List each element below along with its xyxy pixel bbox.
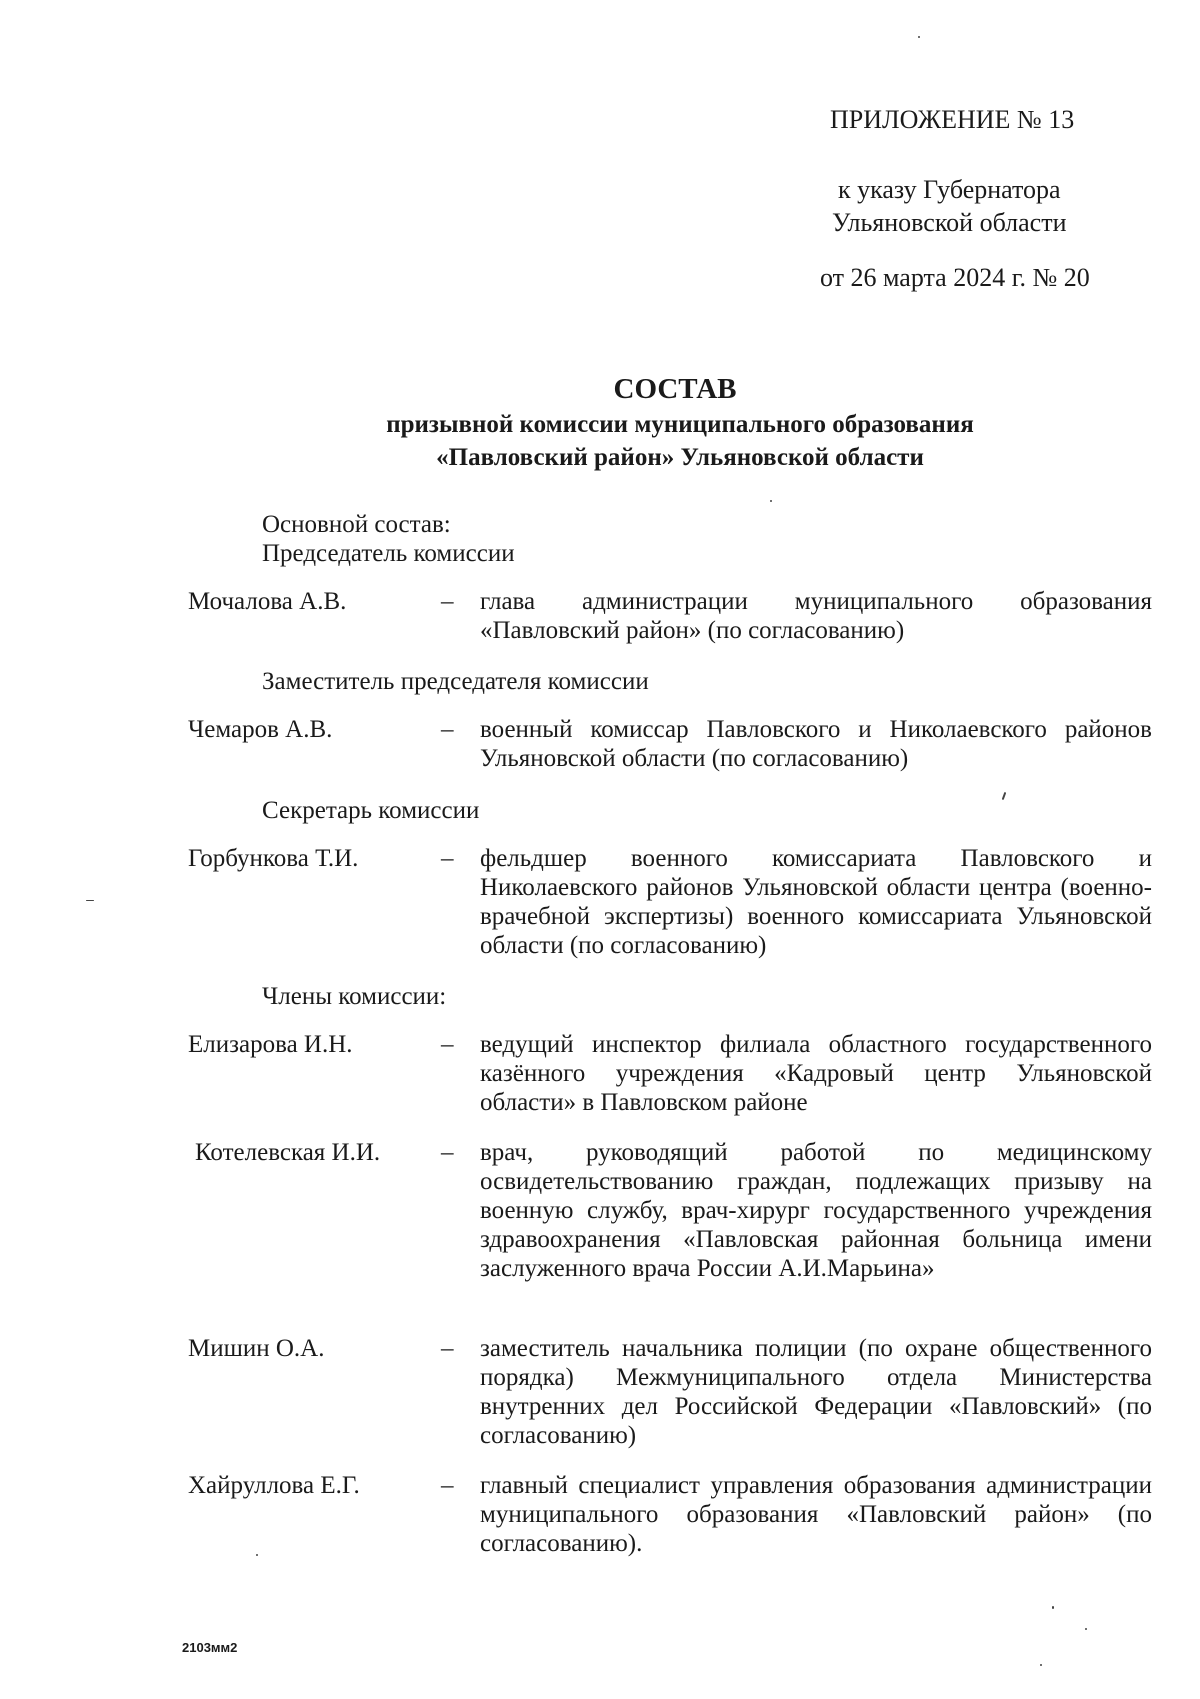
member-position: военный комиссар Павловского и Николаевского районов Ульяновской области (по согласованию) — [480, 716, 1152, 772]
scan-speck — [1002, 792, 1007, 800]
member-position: ведущий инспектор филиала областного государственного казённого учреждения «Кадровый центр Ульяновской области» в Павловском районе — [480, 1031, 1152, 1116]
scan-speck — [918, 36, 920, 38]
decree-reference-line1: к указу Губернатора — [838, 175, 1061, 204]
deputy-chairman-label: Заместитель председателя комиссии — [262, 668, 649, 695]
document-title: СОСТАВ — [613, 373, 737, 405]
members-label: Члены комиссии: — [262, 983, 447, 1010]
member-name: Горбункова Т.И. — [188, 845, 359, 872]
member-dash: – — [441, 1472, 454, 1499]
member-name: Мишин О.А. — [188, 1335, 325, 1362]
member-position: фельдшер военного комиссариата Павловского и Николаевского районов Ульяновской области центра (военно-врачебной экспертизы) военного комиссариата Ульяновской области (по согласованию) — [480, 845, 1152, 959]
member-dash: – — [441, 1139, 454, 1166]
member-name: Чемаров А.В. — [188, 716, 333, 743]
member-dash: – — [441, 588, 454, 615]
main-composition-label: Основной состав: — [262, 511, 451, 538]
scan-speck — [86, 900, 94, 901]
member-dash: – — [441, 1335, 454, 1362]
member-dash: – — [441, 716, 454, 743]
document-footer-code: 2103мм2 — [182, 1640, 238, 1655]
member-position: глава администрации муниципального образования «Павловский район» (по согласованию) — [480, 588, 1152, 644]
member-position: главный специалист управления образования администрации муниципального образования «Павловский район» (по согласованию). — [480, 1472, 1152, 1557]
decree-date: от 26 марта 2024 г. № 20 — [820, 263, 1090, 292]
member-dash: – — [441, 1031, 454, 1058]
chairman-label: Председатель комиссии — [262, 540, 515, 567]
member-name: Елизарова И.Н. — [188, 1031, 353, 1058]
secretary-label: Секретарь комиссии — [262, 797, 480, 824]
scan-speck — [256, 1554, 258, 1556]
decree-reference-line2: Ульяновской области — [832, 208, 1067, 237]
scan-speck — [1040, 1664, 1042, 1666]
scan-speck — [1085, 1628, 1087, 1630]
scan-speck — [770, 500, 772, 502]
document-subtitle-line2: «Павловский район» Ульяновской области — [436, 444, 924, 471]
appendix-title: ПРИЛОЖЕНИЕ № 13 — [830, 105, 1075, 134]
document-subtitle-line1: призывной комиссии муниципального образования — [386, 411, 974, 438]
member-position: врач, руководящий работой по медицинскому освидетельствованию граждан, подлежащих призыву на военную службу, врач-хирург государственного учреждения здравоохранения «Павловская районная больница имени заслуженного врача России А.И.Марьина» — [480, 1139, 1152, 1282]
member-name: Хайруллова Е.Г. — [188, 1472, 360, 1499]
scan-speck — [1052, 1606, 1054, 1609]
member-name: Мочалова А.В. — [188, 588, 347, 615]
member-dash: – — [441, 845, 454, 872]
member-name: Котелевская И.И. — [195, 1139, 381, 1166]
member-position: заместитель начальника полиции (по охране общественного порядка) Межмуниципального отдела Министерства внутренних дел Российской Федерации «Павловский» (по согласованию) — [480, 1335, 1152, 1449]
